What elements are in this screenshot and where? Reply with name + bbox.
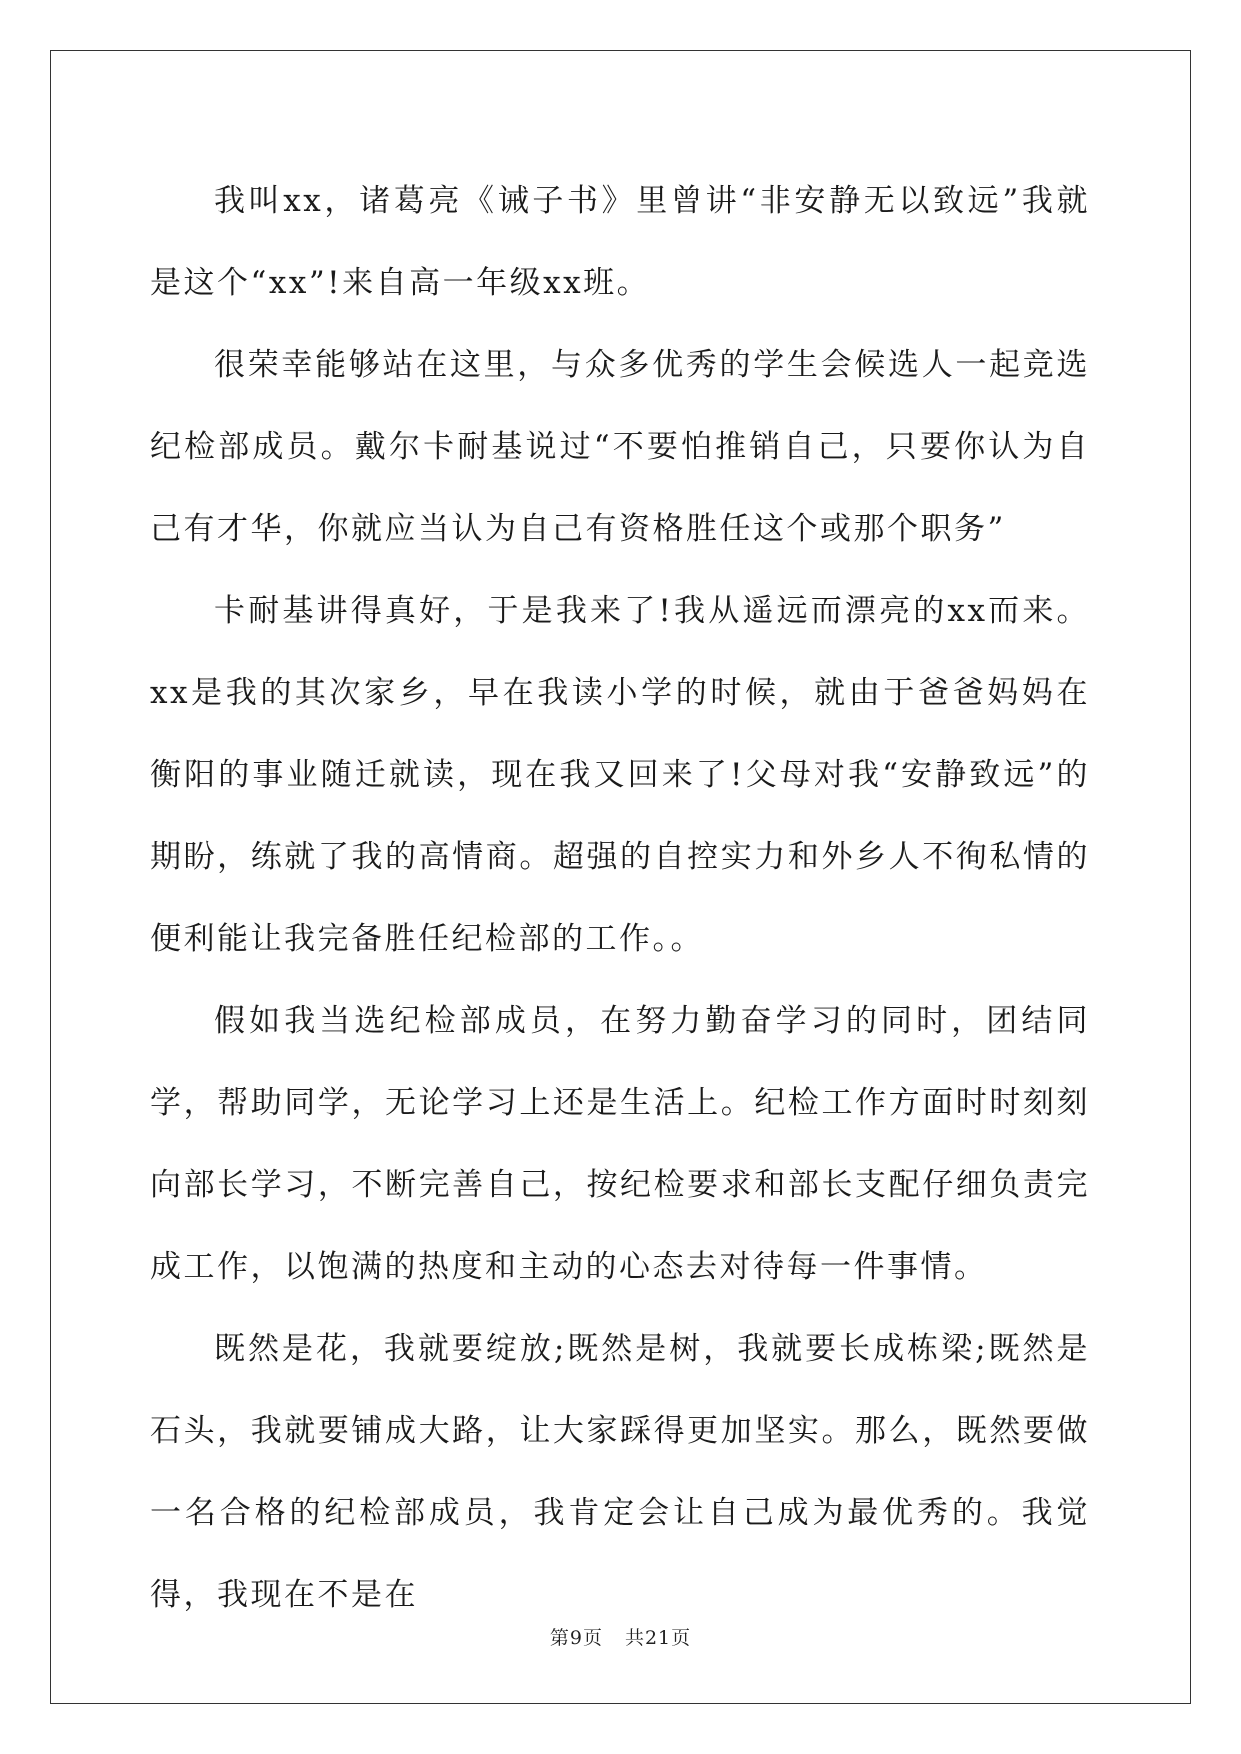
paragraph-3: 卡耐基讲得真好，于是我来了!我从遥远而漂亮的xx而来。xx是我的其次家乡，早在我读小学的时候，就由于爸爸妈妈在衡阳的事业随迁就读，现在我又回来了!父母对我“安静致远”的期盼，练就了我的高情商。超强的自控实力和外乡人不徇私情的便利能让我完备胜任纪检部的工作。。 bbox=[150, 593, 1090, 957]
page-footer bbox=[0, 1623, 1241, 1650]
paragraph-1: 我叫xx，诸葛亮《诫子书》里曾讲“非安静无以致远”我就是这个“xx”!来自高一年级xx班。 bbox=[150, 183, 1090, 301]
document-body bbox=[150, 160, 1090, 1636]
page-number-total: 共21页 bbox=[624, 1627, 692, 1649]
paragraph-4: 假如我当选纪检部成员，在努力勤奋学习的同时，团结同学，帮助同学，无论学习上还是生活上。纪检工作方面时时刻刻向部长学习，不断完善自己，按纪检要求和部长支配仔细负责完成工作，以饱满的热度和主动的心态去对待每一件事情。 bbox=[150, 1003, 1090, 1285]
page-number-current: 第9页 bbox=[549, 1627, 603, 1649]
paragraph-2: 很荣幸能够站在这里，与众多优秀的学生会候选人一起竞选纪检部成员。戴尔卡耐基说过“不要怕推销自己，只要你认为自己有才华，你就应当认为自己有资格胜任这个或那个职务” bbox=[150, 347, 1090, 547]
paragraph-5: 既然是花，我就要绽放;既然是树，我就要长成栋梁;既然是石头，我就要铺成大路，让大家踩得更加坚实。那么，既然要做一名合格的纪检部成员，我肯定会让自己成为最优秀的。我觉得，我现在不是在 bbox=[150, 1331, 1090, 1613]
